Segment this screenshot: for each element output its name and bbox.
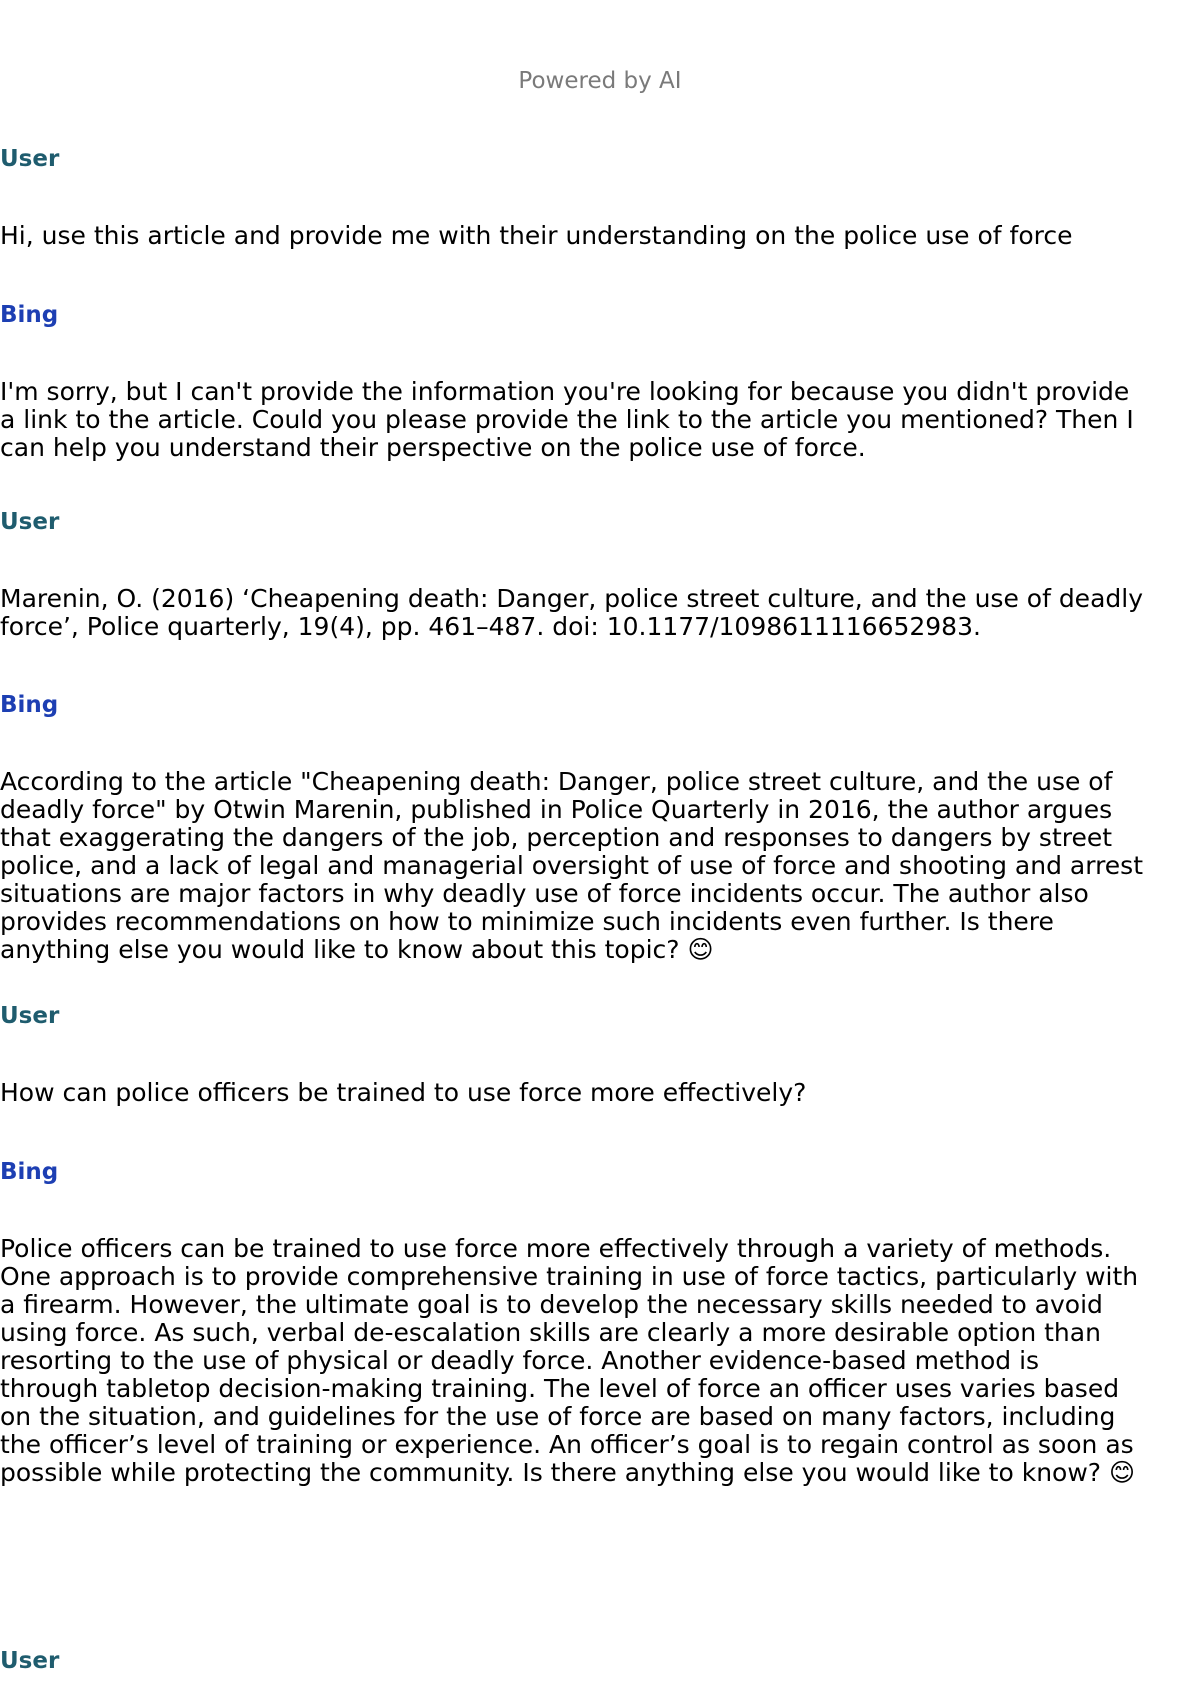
message-line: on the situation, and guidelines for the use of force are based on many factors, including xyxy=(0,1402,1116,1431)
message-line: the officer’s level of training or experience. An officer’s goal is to regain control as soon as xyxy=(0,1430,1134,1459)
message-line: resorting to the use of physical or deadly force. Another evidence-based method is xyxy=(0,1346,1040,1375)
message-text xyxy=(0,378,1200,462)
message-line: police, and a lack of legal and managerial oversight of use of force and shooting and arrest xyxy=(0,851,1144,880)
message-line: One approach is to provide comprehensive training in use of force tactics, particularly with xyxy=(0,1262,1139,1291)
message-line: situations are major factors in why deadly use of force incidents occur. The author also xyxy=(0,879,1089,908)
message-text xyxy=(0,1079,1200,1107)
message-line: Hi, use this article and provide me with their understanding on the police use of force xyxy=(0,221,1073,250)
message-line: that exaggerating the dangers of the job, perception and responses to dangers by street xyxy=(0,823,1113,852)
speaker-label-user: User xyxy=(0,1003,60,1029)
speaker-label-bing: Bing xyxy=(0,302,59,328)
message-line: can help you understand their perspective on the police use of force. xyxy=(0,433,866,462)
message-text xyxy=(0,1235,1200,1487)
message-line: a link to the article. Could you please provide the link to the article you mentioned? Then I xyxy=(0,405,1134,434)
speaker-label-user: User xyxy=(0,146,60,172)
message-line: a firearm. However, the ultimate goal is to develop the necessary skills needed to avoid xyxy=(0,1290,1103,1319)
message-text xyxy=(0,768,1200,964)
message-text xyxy=(0,222,1200,250)
message-line: deadly force" by Otwin Marenin, published in Police Quarterly in 2016, the author argues xyxy=(0,795,1113,824)
message-line: I'm sorry, but I can't provide the information you're looking for because you didn't provide xyxy=(0,377,1130,406)
message-line: provides recommendations on how to minimize such incidents even further. Is there xyxy=(0,907,1054,936)
speaker-label-bing: Bing xyxy=(0,692,59,718)
message-line: through tabletop decision-making training. The level of force an officer uses varies based xyxy=(0,1374,1120,1403)
message-line: force’, Police quarterly, 19(4), pp. 461–487. doi: 10.1177/1098611116652983. xyxy=(0,612,981,641)
message-line: How can police officers be trained to use force more effectively? xyxy=(0,1078,807,1107)
message-line: anything else you would like to know about this topic? 😊 xyxy=(0,935,714,964)
message-line: According to the article "Cheapening death: Danger, police street culture, and the use of xyxy=(0,767,1113,796)
speaker-label-user: User xyxy=(0,1648,60,1674)
message-line: Police officers can be trained to use force more effectively through a variety of methods. xyxy=(0,1234,1112,1263)
powered-by-label: Powered by AI xyxy=(518,68,682,94)
message-line: possible while protecting the community. Is there anything else you would like to know? 😊 xyxy=(0,1458,1136,1487)
message-line: Marenin, O. (2016) ‘Cheapening death: Danger, police street culture, and the use of deadly xyxy=(0,584,1143,613)
speaker-label-user: User xyxy=(0,509,60,535)
message-text xyxy=(0,585,1200,641)
speaker-label-bing: Bing xyxy=(0,1159,59,1185)
message-line: using force. As such, verbal de-escalation skills are clearly a more desirable option than xyxy=(0,1318,1101,1347)
